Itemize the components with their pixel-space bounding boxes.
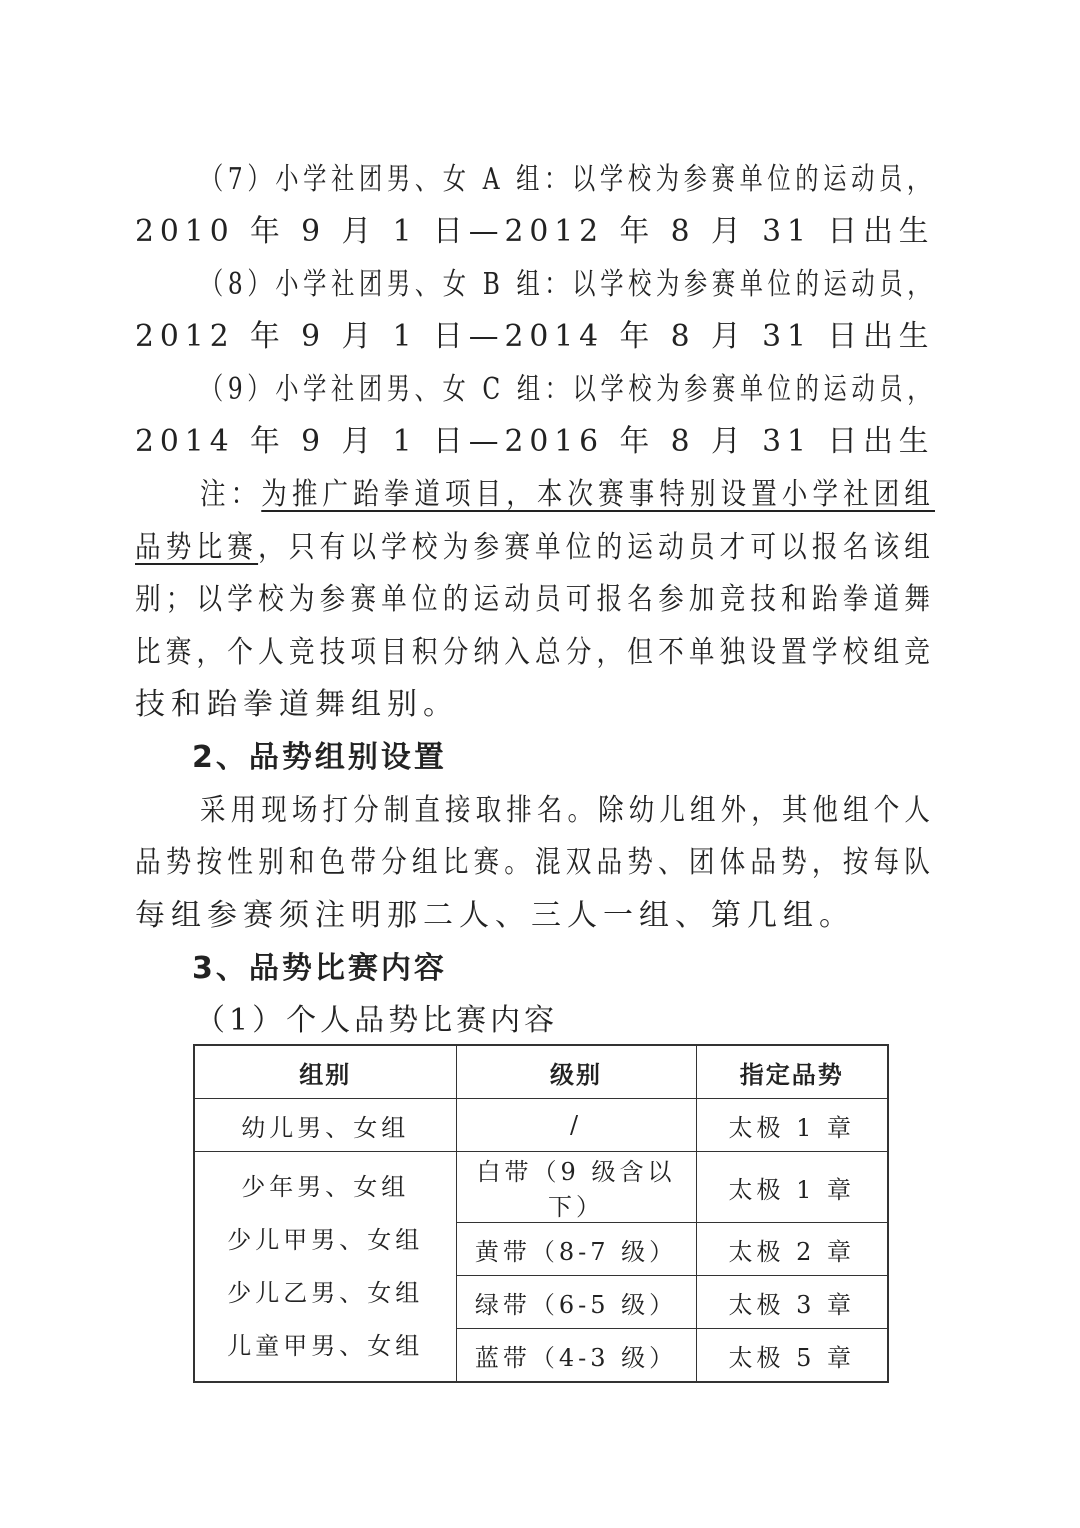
note-line-1 bbox=[200, 477, 935, 513]
cell-form: 太极 2 章 bbox=[696, 1223, 888, 1276]
note-line-3: 别；以学校为参赛单位的运动员可报名参加竞技和跆拳道舞 bbox=[135, 582, 935, 617]
cell-form: 太极 5 章 bbox=[696, 1329, 888, 1383]
cell-group-kids: 幼儿男、女组 bbox=[194, 1099, 456, 1152]
group-label: 儿童甲男、女组 bbox=[227, 1331, 424, 1360]
note-underlined-text-1: 为推广跆拳道项目，本次赛事特别设置小学社团组 bbox=[261, 477, 936, 512]
group-label: 少儿乙男、女组 bbox=[227, 1278, 424, 1307]
table-row bbox=[194, 1099, 888, 1152]
paragraph-7-line-2: 2010 年 9 月 1 日—2012 年 8 月 31 日出生 bbox=[135, 214, 935, 249]
group-label: 少儿甲男、女组 bbox=[227, 1225, 424, 1254]
section-3-heading: 3、品势比赛内容 bbox=[192, 951, 447, 986]
cell-form: 太极 1 章 bbox=[696, 1152, 888, 1223]
paragraph-8-line-1: （8）小学社团男、女 B 组：以学校为参赛单位的运动员， bbox=[200, 267, 936, 302]
note-line-2 bbox=[135, 530, 935, 566]
note-line-4: 比赛，个人竞技项目积分纳入总分，但不单独设置学校组竞 bbox=[135, 635, 935, 670]
cell-level: 黄带（8-7 级） bbox=[456, 1223, 696, 1276]
section-2-line-1: 采用现场打分制直接取排名。除幼儿组外，其他组个人 bbox=[200, 793, 936, 828]
section-2-heading: 2、品势组别设置 bbox=[192, 740, 447, 775]
note-underlined-text-2: 品势比赛 bbox=[135, 530, 259, 565]
header-form: 指定品势 bbox=[696, 1045, 888, 1099]
section-2-line-3: 每组参赛须注明那二人、三人一组、第几组。 bbox=[135, 898, 855, 933]
table-row bbox=[194, 1152, 888, 1223]
note-line-5: 技和跆拳道舞组别。 bbox=[135, 687, 459, 722]
cell-form: 太极 3 章 bbox=[696, 1276, 888, 1329]
section-3-subheading: （1）个人品势比赛内容 bbox=[195, 1003, 559, 1038]
note-line-2-rest: ，只有以学校为参赛单位的运动员才可以报名该组 bbox=[258, 530, 935, 565]
cell-level: 绿带（6-5 级） bbox=[456, 1276, 696, 1329]
individual-forms-table bbox=[193, 1044, 889, 1383]
paragraph-9-line-2: 2014 年 9 月 1 日—2016 年 8 月 31 日出生 bbox=[135, 424, 935, 459]
header-level: 级别 bbox=[456, 1045, 696, 1099]
paragraph-8-line-2: 2012 年 9 月 1 日—2014 年 8 月 31 日出生 bbox=[135, 319, 935, 354]
paragraph-9-line-1: （9）小学社团男、女 C 组：以学校为参赛单位的运动员， bbox=[200, 372, 936, 407]
cell-level: 蓝带（4-3 级） bbox=[456, 1329, 696, 1383]
header-group: 组别 bbox=[194, 1045, 456, 1099]
cell-level-kids: / bbox=[456, 1099, 696, 1152]
cell-level: 白带（9 级含以下） bbox=[456, 1152, 696, 1223]
table-header-row bbox=[194, 1045, 888, 1099]
paragraph-7-line-1: （7）小学社团男、女 A 组：以学校为参赛单位的运动员， bbox=[200, 162, 935, 197]
cell-form-kids: 太极 1 章 bbox=[696, 1099, 888, 1152]
section-2-line-2: 品势按性别和色带分组比赛。混双品势、团体品势，按每队 bbox=[135, 845, 935, 880]
cell-groups-merged bbox=[194, 1152, 456, 1383]
group-label: 少年男、女组 bbox=[241, 1172, 410, 1201]
note-prefix: 注： bbox=[200, 477, 262, 512]
